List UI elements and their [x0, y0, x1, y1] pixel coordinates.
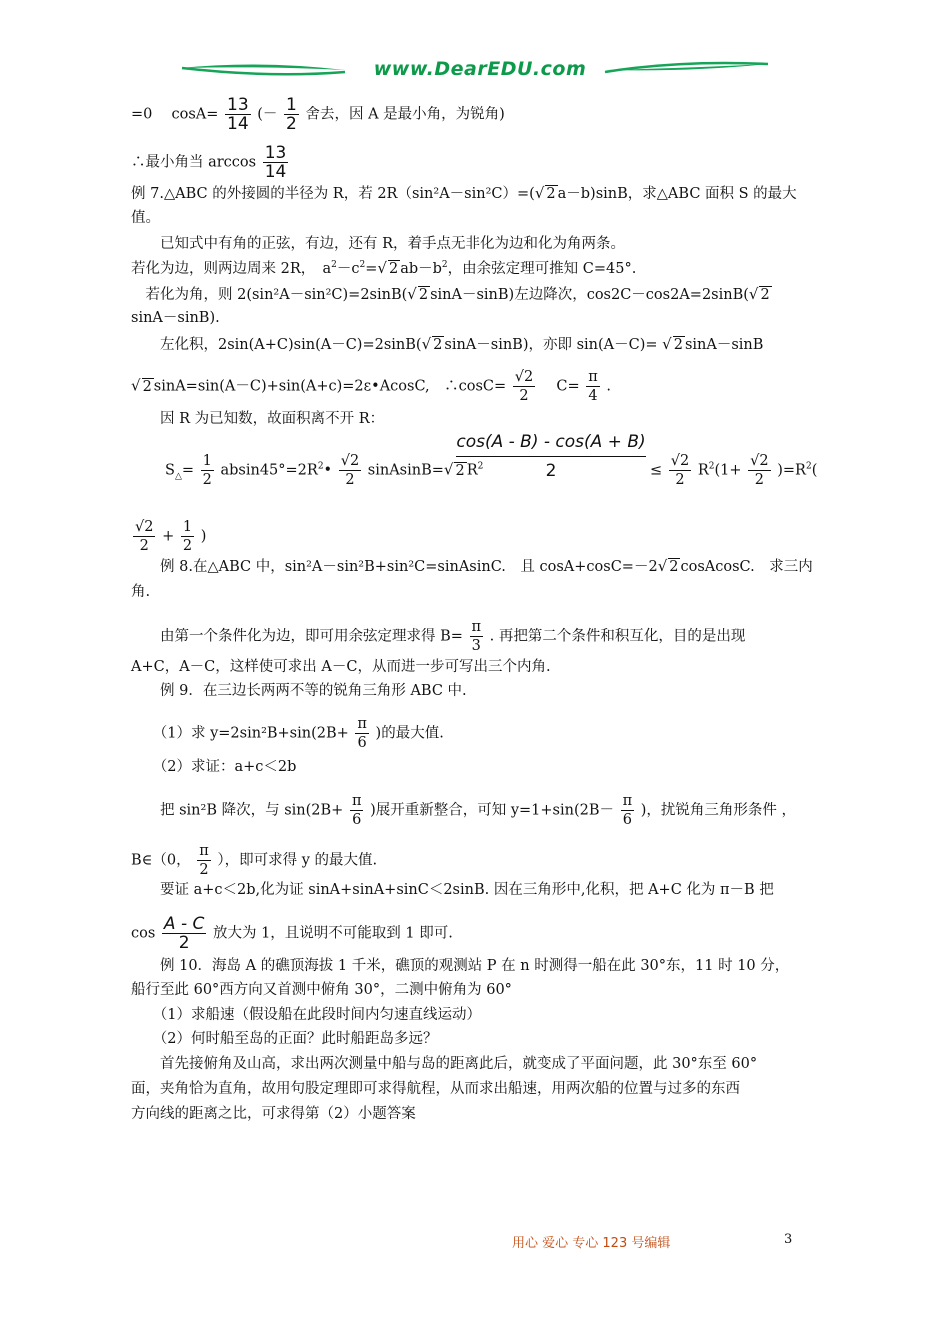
fraction [225, 96, 251, 133]
numerator: √2 [750, 453, 769, 469]
text-line [131, 334, 950, 355]
text: R [466, 462, 478, 479]
sqrt-sign: √ [131, 376, 141, 395]
text: (1+ [714, 462, 742, 479]
text-line [131, 915, 950, 952]
radicand: 2 [142, 378, 152, 395]
text: －c [336, 261, 360, 277]
radicand: 2 [418, 287, 429, 303]
numerator: √2 [670, 453, 690, 469]
text: a－b)sinB，求△ABC 面积 S 的最大 [557, 186, 797, 202]
sqrt-sign: √ [421, 335, 432, 353]
fraction [586, 368, 600, 405]
denominator: 2 [675, 472, 685, 488]
numerator: 1 [286, 95, 297, 115]
text: sinA－sinB). [131, 310, 220, 326]
denominator: 2 [519, 388, 529, 404]
text-line [131, 308, 950, 328]
superscript: 2 [331, 260, 337, 271]
text: 已知式中有角的正弦，有边，还有 R，着手点无非化为边和化为角两条。 [131, 236, 626, 252]
text: 由第一个条件化为边，即可用余弦定理求得 B= [131, 628, 463, 645]
fraction [162, 915, 206, 952]
fraction [669, 452, 691, 489]
text: 值。 [131, 210, 160, 226]
text: 放大为 1，且说明不可能取到 1 即可. [212, 925, 453, 942]
text-line [131, 208, 950, 228]
text: ∴最小角当 arccos [131, 154, 257, 171]
numerator: π [351, 793, 362, 809]
text: ≤ [650, 462, 663, 479]
text: 例 10．海岛 A 的礁顶海拔 1 千米，礁顶的观测站 P 在 n 时测得一船在此 30°东，11 时 10 分， [131, 958, 790, 974]
text: ) [200, 528, 207, 545]
text: R [697, 462, 709, 479]
numerator: 13 [227, 95, 249, 115]
superscript: 2 [317, 461, 324, 472]
denominator: 2 [202, 472, 212, 488]
radicand: 2 [669, 559, 679, 575]
text: S [165, 462, 175, 479]
text-line [131, 556, 950, 577]
text: . [606, 378, 611, 395]
text-line [131, 1104, 950, 1124]
text: ( [811, 462, 818, 479]
numerator: π [357, 716, 367, 732]
denominator: 2 [178, 933, 190, 953]
denominator: 6 [352, 812, 362, 828]
text: A+C，A－C，这样使可求出 A－C，从而进一步可写出三个内角. [131, 659, 551, 675]
subscript: △ [174, 471, 182, 482]
text: sinA－sinB)左边降次，cos2C－cos2A=2sinB( [430, 287, 749, 303]
text: ，由余弦定理可推知 C=45°. [447, 261, 637, 277]
text-line [131, 657, 950, 677]
fraction [339, 452, 361, 489]
text: 例 8.在△ABC 中，sin²A－sin²B+sin²C=sinAsinC. 且 cosA+cosC=－2 [131, 559, 658, 575]
page-header [180, 54, 770, 88]
text-line [131, 618, 950, 655]
text: ），即可求得 y 的最大值. [217, 852, 378, 869]
text: cos [131, 925, 156, 942]
text: ab－b [400, 261, 442, 277]
numerator: 13 [264, 143, 287, 163]
denominator: 2 [345, 472, 355, 488]
text: 舍去，因 A 是最小角，为锐角) [305, 106, 505, 123]
text-line [131, 792, 950, 829]
numerator: √2 [340, 453, 360, 469]
text: 面，夹角恰为直角，故用句股定理即可求得航程，从而求出船速，用两次船的位置与过多的东西 [131, 1081, 740, 1097]
text-line [131, 715, 950, 752]
text-line [131, 842, 950, 879]
text: （1）求 y=2sin²B+sin(2B+ [131, 725, 349, 742]
text-line [131, 1079, 950, 1099]
text: （2）求证：a+c＜2b [131, 759, 297, 775]
text-line [131, 880, 950, 900]
superscript: 2 [441, 260, 448, 271]
text: = [181, 462, 195, 479]
text: 例 7.△ABC 的外接圆的半径为 R，若 2R（sin²A－sin²C）=( [131, 186, 535, 202]
denominator: 3 [471, 638, 481, 654]
text: cosAcosC. 求三内 [680, 559, 813, 575]
text: sinA=sin(A－C)+sin(A+c)=2ε•AcosC, ∴cosC= [153, 378, 507, 395]
text: （1）求船速（假设船在此段时间内匀速直线运动） [131, 1007, 481, 1023]
text: sinA－sinB [684, 337, 764, 353]
text-line [131, 409, 950, 429]
fraction [513, 368, 535, 405]
denominator: 2 [199, 862, 209, 878]
fraction [284, 96, 299, 133]
fraction [133, 518, 155, 555]
fraction [263, 144, 289, 181]
text-line [131, 518, 950, 555]
numerator: π [588, 369, 598, 385]
superscript: 2 [805, 461, 812, 472]
fraction [181, 518, 194, 555]
numerator: π [622, 793, 633, 809]
text: 方向线的距离之比，可求得第（2）小题答案 [131, 1106, 416, 1122]
text: • [323, 462, 333, 479]
text-line [131, 1029, 950, 1049]
fraction [355, 715, 369, 752]
denominator: 14 [264, 162, 287, 182]
fraction [470, 618, 484, 655]
text-line [131, 183, 950, 204]
text: 左化积，2sin(A+C)sin(A－C)=2sinB( [131, 337, 422, 353]
text: B∈（0， [131, 852, 191, 869]
text-line [131, 956, 950, 976]
text-line [650, 452, 950, 489]
text: 因 R 为已知数，故面积离不开 R： [131, 411, 385, 427]
text-line [131, 582, 950, 602]
text: )=R [777, 462, 806, 479]
sqrt-sign: √ [534, 184, 545, 202]
text: absin45°=2R [220, 462, 318, 479]
text-line [131, 1005, 950, 1025]
fraction [748, 452, 770, 489]
sqrt-sign: √ [748, 285, 759, 303]
text: 船行至此 60°西方向又首测中俯角 30°，二测中俯角为 60° [131, 982, 512, 998]
denominator: 2 [182, 538, 193, 554]
numerator: A - C [163, 914, 205, 934]
fraction [350, 792, 364, 829]
text: . 再把第二个条件和积互化，目的是出现 [489, 628, 746, 645]
radicand: 2 [546, 186, 556, 202]
text-line [131, 1054, 950, 1074]
page-number: 3 [784, 1232, 793, 1247]
text-line [131, 980, 950, 1000]
footer-note: 用心 爱心 专心 123 号编辑 [512, 1236, 671, 1251]
text-line [131, 681, 950, 701]
numerator: 1 [202, 453, 212, 469]
text-line [131, 757, 950, 777]
sqrt-sign: √ [377, 259, 387, 277]
numerator: √2 [135, 519, 154, 535]
text: )，扰锐角三角形条件 ， [640, 802, 797, 819]
sqrt-sign: √ [657, 557, 668, 575]
numerator: cos(A - B) - cos(A + B) [456, 432, 646, 452]
text: sinAsinB= [367, 462, 444, 479]
radicand: 2 [760, 287, 770, 303]
denominator: 6 [357, 735, 367, 751]
superscript: 2 [359, 260, 366, 271]
numerator: π [471, 619, 482, 635]
radicand: 2 [433, 337, 443, 353]
text: = [365, 261, 378, 277]
text: 要证 a+c＜2b,化为证 sinA+sinA+sinC＜2sinB. 因在三角形中,化积，把 A+C 化为 π－B 把 [131, 882, 774, 898]
text: C= [541, 378, 580, 395]
denominator: 2 [139, 538, 149, 554]
fraction [621, 792, 635, 829]
text-line [131, 96, 950, 133]
text: )的最大值. [375, 725, 444, 742]
sqrt-sign: √ [662, 335, 672, 353]
denominator: 2 [754, 472, 764, 488]
denominator: 2 [286, 114, 297, 134]
denominator: 6 [622, 812, 632, 828]
big-fraction [456, 430, 646, 483]
text: sinA－sinB)，亦即 sin(A－C)= [444, 337, 663, 353]
numerator: 1 [182, 519, 193, 535]
sqrt-sign: √ [407, 285, 417, 303]
text: 若化为角，则 2(sin²A－sin²C)=2sinB( [131, 287, 408, 303]
fraction [201, 452, 214, 489]
text: 首先接俯角及山高，求出两次测量中船与岛的距离此后，就变成了平面问题，此 30°东至 60° [131, 1056, 758, 1072]
fraction [197, 842, 211, 879]
text: 角. [131, 584, 151, 600]
text: 若化为边，则两边周来 2R， a [131, 261, 332, 277]
text-line [131, 258, 950, 279]
radicand: 2 [455, 462, 465, 479]
radicand: 2 [388, 261, 399, 277]
header-brand: www.DearEDU.com [373, 58, 587, 80]
numerator: √2 [514, 369, 534, 385]
denominator: 14 [227, 114, 249, 134]
text: （2）何时船至岛的正面？此时船距岛多远？ [131, 1031, 438, 1047]
numerator: π [199, 843, 209, 859]
denominator: 2 [545, 461, 557, 481]
text: )展开重新整合，可知 y=1+sin(2B－ [370, 802, 615, 819]
text-line [131, 234, 950, 254]
text-line [131, 368, 950, 405]
denominator: 4 [588, 388, 598, 404]
text: 把 sin²B 降次，与 sin(2B+ [131, 802, 344, 819]
radicand: 2 [673, 337, 683, 353]
text-line [131, 284, 950, 305]
text: =0 cosA= [131, 106, 219, 123]
text: + [162, 528, 175, 545]
text: (－ [257, 106, 278, 123]
text-line [131, 144, 950, 181]
superscript: 2 [708, 461, 715, 472]
superscript: 2 [477, 461, 484, 472]
text: 例 9．在三边长两两不等的锐角三角形 ABC 中. [131, 683, 467, 699]
sqrt-sign: √ [443, 460, 454, 479]
